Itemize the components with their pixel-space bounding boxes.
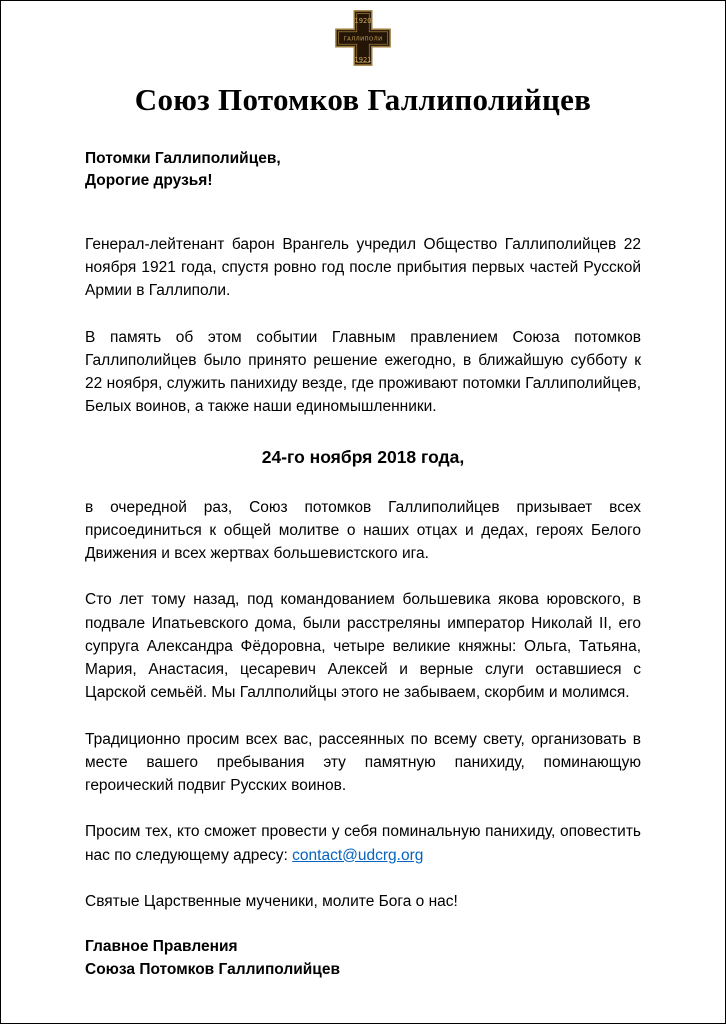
- greeting-line-1: Потомки Галлиполийцев,: [85, 150, 281, 167]
- greeting-line-2: Дорогие друзья!: [85, 172, 213, 190]
- paragraph-contact: [85, 820, 641, 867]
- paragraph-centenary: Сто лет тому назад, под командованием большевика якова юровского, в подвале Ипатьевского дома, были расстреляны император Николай II, его супруга Александра Фёдоровна, четыре великие княжны: Ольга, Татьяна, Мария, Анастасия, цесаревич Алексей и верные слуги оставшиеся с Царской семьёй. Мы Галлполийцы этого не забываем, скорбим и молимся.: [85, 591, 641, 702]
- paragraph-founding: Генерал-лейтенант барон Врангель учредил Общество Галлиполийцев 22 ноября 1921 года, спустя ровно год после прибытия первых частей Русской Армии в Галлиполи.: [85, 235, 641, 300]
- signature-block: [85, 936, 641, 981]
- cross-label: ГАЛЛИПОЛИ: [343, 36, 383, 43]
- paragraph-tradition: В память об этом событии Главным правлением Союза потомков Галлиполийцев было принято решение ежегодно, в ближайшую субботу к 22 ноября, служить панихиду везде, где проживают потомки Галлиполийцев, Белых воинов, а также наши единомышленники.: [85, 328, 641, 416]
- emblem-container: [85, 9, 641, 72]
- gallipoli-cross-icon: [334, 9, 392, 67]
- page-title: Союз Потомков Галлиполийцев: [134, 82, 592, 117]
- paragraph-request: Традиционно просим всех вас, рассеянных по всему свету, организовать в месте вашего пребывания эту памятную панихиду, поминающую героический подвиг Русских воинов.: [85, 730, 641, 795]
- contact-text: Просим тех, кто сможет провести у себя поминальную панихиду, оповестить нас по следующему адресу:: [85, 823, 641, 864]
- signature-line-1: Главное Правления: [85, 938, 238, 956]
- paragraph-call-to-prayer: в очередной раз, Союз потомков Галлиполийцев призывает всех присоединиться к общей молитве о наших отцах и дедах, героях Белого Движения и всех жертвах большевистского ига.: [85, 498, 641, 563]
- contact-email-link[interactable]: contact@udcrg.org: [292, 846, 424, 864]
- cross-bottom-date: 1921: [354, 56, 372, 65]
- cross-top-date: 1920: [354, 17, 372, 26]
- signature-line-2: Союза Потомков Галлиполийцев: [85, 960, 340, 978]
- greeting-block: [85, 148, 641, 193]
- event-date-heading: 24-го ноября 2018 года,: [261, 446, 465, 467]
- closing-line: Святые Царственные мученики, молите Бога о нас!: [85, 892, 458, 910]
